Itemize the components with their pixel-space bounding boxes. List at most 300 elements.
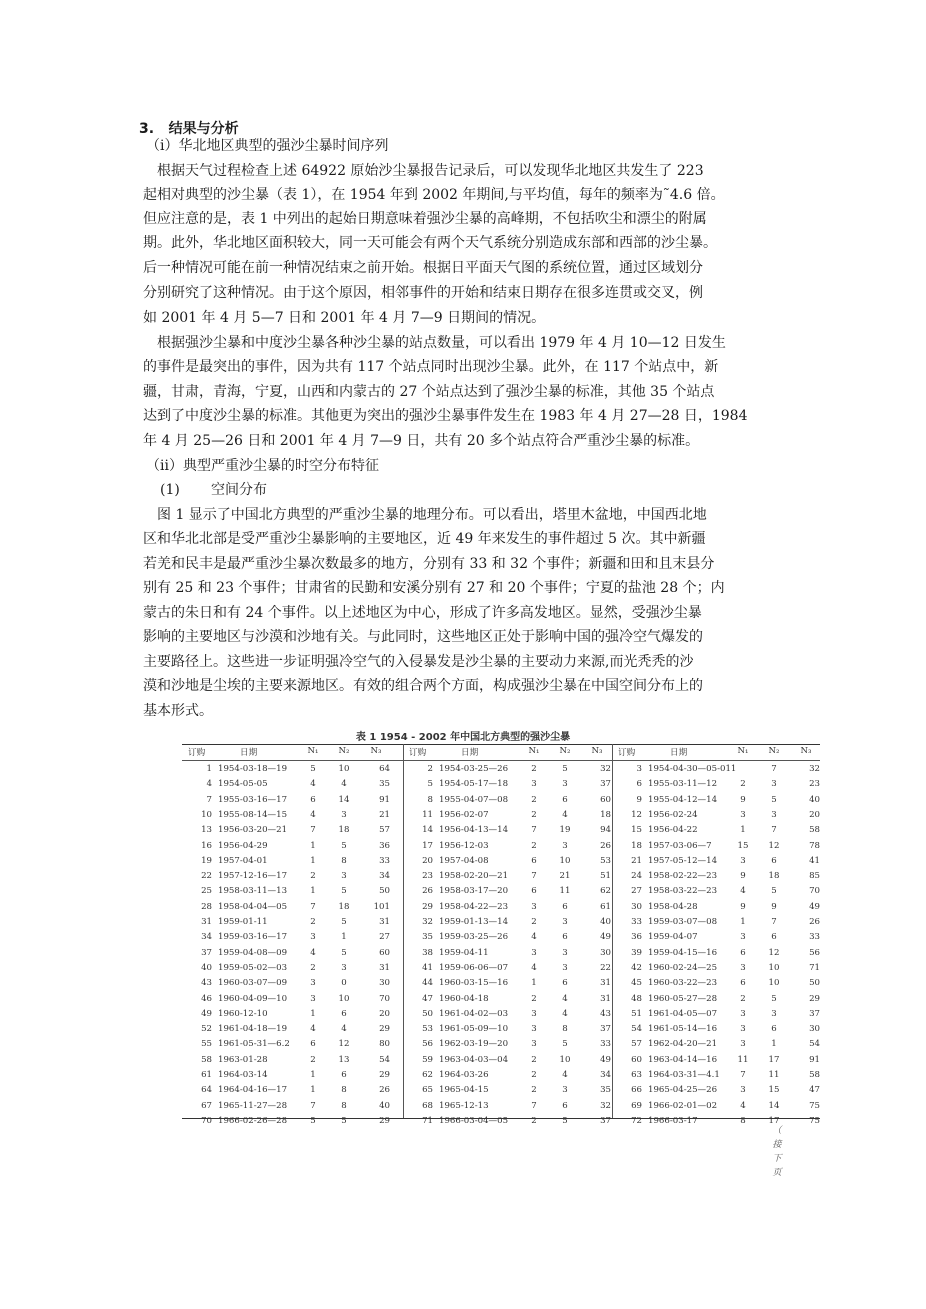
cell-n3: 36 bbox=[379, 840, 390, 851]
cell-date: 1958-03-22—23 bbox=[648, 886, 718, 897]
cell-order: 15 bbox=[631, 825, 642, 836]
header-n3: N₃ bbox=[800, 746, 812, 756]
cell-date: 1955-08-14—15 bbox=[218, 809, 288, 820]
cell-order: 19 bbox=[201, 855, 212, 866]
cell-n1: 5 bbox=[310, 1115, 316, 1126]
table-header-row bbox=[182, 746, 820, 761]
cell-order: 62 bbox=[422, 1070, 433, 1080]
cell-date: 1958-04-28 bbox=[648, 901, 698, 912]
cell-n2: 17 bbox=[768, 1054, 780, 1065]
paragraph-line: 漠和沙地是尘埃的主要来源地区。有效的组合两个方面，构成强沙尘暴在中国空间分布上的 bbox=[143, 678, 703, 694]
cell-order: 6 bbox=[636, 779, 642, 790]
cell-n2: 5 bbox=[562, 1115, 568, 1126]
cell-n1: 6 bbox=[310, 794, 316, 805]
table-row bbox=[182, 902, 820, 917]
table-row bbox=[182, 1055, 820, 1070]
cell-order: 42 bbox=[631, 962, 642, 973]
cell-n1: 3 bbox=[740, 1085, 746, 1096]
cell-n2: 8 bbox=[341, 1085, 347, 1096]
cell-n2: 6 bbox=[771, 932, 777, 943]
cell-date: 1958-02-22—23 bbox=[648, 871, 718, 882]
cell-n3: 33 bbox=[379, 855, 390, 866]
cell-order: 55 bbox=[201, 1039, 212, 1050]
subsection-i-title: （i）华北地区典型的强沙尘暴时间序列 bbox=[146, 138, 389, 154]
cell-date: 1954-03-18—19 bbox=[218, 764, 288, 774]
paragraph-line: 疆，甘肃，青海，宁夏，山西和内蒙古的 27 个站点达到了强沙尘暴的标准，其他 35 个站点 bbox=[143, 384, 715, 400]
cell-n2: 6 bbox=[771, 855, 777, 866]
cell-n3: 40 bbox=[379, 1100, 390, 1111]
cell-n3: 51 bbox=[600, 871, 611, 882]
cell-order: 53 bbox=[422, 1024, 433, 1035]
cell-order: 71 bbox=[422, 1115, 433, 1126]
cell-n1: 1 bbox=[740, 917, 746, 927]
paragraph-line: 区和华北北部是受严重沙尘暴影响的主要地区，近 49 年来发生的事件超过 5 次。其中新疆 bbox=[143, 531, 706, 547]
cell-n1: 4 bbox=[740, 886, 746, 897]
cell-n3: 70 bbox=[379, 993, 390, 1004]
cell-n2: 7 bbox=[771, 825, 777, 836]
cell-order: 45 bbox=[631, 978, 642, 989]
cell-n2: 5 bbox=[341, 886, 347, 897]
cell-date: 1960-03-07—09 bbox=[218, 978, 288, 989]
cell-n2: 10 bbox=[559, 855, 571, 866]
cell-n3: 35 bbox=[379, 779, 390, 790]
cell-n2: 3 bbox=[562, 840, 568, 851]
cell-n2: 17 bbox=[768, 1115, 780, 1126]
cell-order: 17 bbox=[422, 840, 433, 851]
cell-n2: 11 bbox=[768, 1070, 780, 1080]
paragraph-line: 但应注意的是，表 1 中列出的起始日期意味着强沙尘暴的高峰期，不包括吹尘和漂尘的附属 bbox=[143, 211, 707, 227]
header-n1: N₁ bbox=[737, 746, 749, 756]
cell-n3: 29 bbox=[809, 993, 820, 1004]
cell-n1: 7 bbox=[531, 871, 537, 882]
cell-n1: 15 bbox=[737, 840, 749, 851]
cell-n2: 3 bbox=[771, 1008, 777, 1019]
cell-order: 63 bbox=[631, 1070, 642, 1080]
cell-date: 1961-04-02—03 bbox=[439, 1008, 509, 1019]
cell-order: 54 bbox=[631, 1024, 642, 1035]
cell-n1: 9 bbox=[740, 794, 746, 805]
cell-date: 1964-04-16—17 bbox=[218, 1085, 288, 1096]
cell-n2: 3 bbox=[562, 779, 568, 790]
cell-n1: 6 bbox=[531, 886, 537, 897]
cell-n3: 30 bbox=[809, 1024, 820, 1035]
cell-n2: 3 bbox=[562, 947, 568, 958]
cell-n3: 78 bbox=[809, 840, 820, 851]
cell-order: 34 bbox=[201, 932, 212, 943]
cell-n2: 11 bbox=[559, 886, 571, 897]
table-row bbox=[182, 932, 820, 947]
cell-n1: 3 bbox=[310, 993, 316, 1004]
cell-date: 1956-04-29 bbox=[218, 840, 268, 851]
cell-n1: 1 bbox=[310, 1070, 316, 1080]
cell-order: 35 bbox=[422, 932, 433, 943]
cell-n2: 10 bbox=[559, 1054, 571, 1065]
table-row bbox=[182, 795, 820, 810]
cell-n1: 6 bbox=[740, 978, 746, 989]
cell-date: 1964-03-26 bbox=[439, 1070, 489, 1080]
cell-date: 1960-04-18 bbox=[439, 993, 489, 1004]
paragraph-line: 别有 25 和 23 个事件；甘肃省的民勤和安溪分别有 27 和 20 个事件；宁夏的盐池 28 个；内 bbox=[143, 580, 725, 596]
cell-n2: 3 bbox=[562, 1085, 568, 1096]
cell-n2: 3 bbox=[341, 809, 347, 820]
cell-order: 67 bbox=[201, 1100, 212, 1111]
cell-n2: 4 bbox=[562, 1008, 568, 1019]
cell-n3: 61 bbox=[600, 901, 611, 912]
cell-n1: 3 bbox=[531, 1008, 537, 1019]
table-row bbox=[182, 779, 820, 794]
cell-n2: 10 bbox=[768, 962, 780, 973]
cell-date: 1957-04-01 bbox=[218, 855, 268, 866]
cell-date: 1960-03-22—23 bbox=[648, 978, 718, 989]
cell-n2: 3 bbox=[771, 779, 777, 790]
cell-n2: 5 bbox=[562, 764, 568, 774]
cell-n1: 1 bbox=[310, 1085, 316, 1096]
cell-n1: 6 bbox=[310, 1039, 316, 1050]
cell-n2: 1 bbox=[771, 1039, 777, 1050]
cell-n1: 1 bbox=[310, 840, 316, 851]
table-row bbox=[182, 978, 820, 993]
cell-n1: 7 bbox=[531, 1100, 537, 1111]
cell-date: 1959-03-07—08 bbox=[648, 917, 718, 927]
paragraph-line: 后一种情况可能在前一种情况结束之前开始。根据日平面天气图的系统位置，通过区域划分 bbox=[143, 260, 703, 276]
paragraph-line: 蒙古的朱日和有 24 个事件。以上述地区为中心，形成了许多高发地区。显然，受强沙尘暴 bbox=[143, 605, 702, 621]
cell-n1: 3 bbox=[531, 1039, 537, 1050]
table-row bbox=[182, 948, 820, 963]
cell-n3: 41 bbox=[809, 855, 820, 866]
cell-n2: 6 bbox=[562, 901, 568, 912]
cell-n1: 9 bbox=[740, 871, 746, 882]
cell-order: 72 bbox=[631, 1115, 642, 1126]
cell-n2: 21 bbox=[559, 871, 571, 882]
cell-order: 39 bbox=[631, 947, 642, 958]
cell-n1: 3 bbox=[310, 978, 316, 989]
cell-order: 64 bbox=[201, 1085, 212, 1096]
cell-date: 1959-03-25—26 bbox=[439, 932, 509, 943]
cell-n1: 4 bbox=[531, 962, 537, 973]
paragraph-line: 如 2001 年 4 月 5—7 日和 2001 年 4 月 7—9 日期间的情况。 bbox=[143, 310, 546, 326]
cell-n2: 8 bbox=[341, 855, 347, 866]
cell-n1: 2 bbox=[310, 917, 316, 927]
cell-date: 1959-04-15—16 bbox=[648, 947, 718, 958]
cell-order: 3 bbox=[636, 764, 642, 774]
cell-n1: 1 bbox=[310, 1008, 316, 1019]
paragraph-line: 期。此外，华北地区面积较大，同一天可能会有两个天气系统分别造成东部和西部的沙尘暴。 bbox=[143, 235, 717, 251]
cell-order: 29 bbox=[422, 901, 433, 912]
cell-order: 4 bbox=[206, 779, 212, 790]
cell-date: 1960-12-10 bbox=[218, 1008, 268, 1019]
cell-order: 27 bbox=[631, 886, 642, 897]
cell-n2: 5 bbox=[341, 947, 347, 958]
header-order: 订购 bbox=[188, 748, 206, 758]
cell-n1: 4 bbox=[310, 947, 316, 958]
cell-n1: 3 bbox=[310, 932, 316, 943]
cell-n3: 53 bbox=[600, 855, 611, 866]
cell-n3: 50 bbox=[809, 978, 820, 989]
cell-date: 1965-11-27—28 bbox=[218, 1100, 288, 1111]
cell-order: 24 bbox=[631, 871, 642, 882]
table-row bbox=[182, 825, 820, 840]
cell-n3: 30 bbox=[379, 978, 390, 989]
cell-n3: 40 bbox=[809, 794, 820, 805]
cell-order: 41 bbox=[422, 962, 433, 973]
cell-n3: 49 bbox=[600, 932, 611, 943]
cell-n3: 26 bbox=[809, 917, 820, 927]
cell-order: 32 bbox=[422, 917, 433, 927]
cell-date: 1961-05-14—16 bbox=[648, 1024, 718, 1035]
cell-n1: 8 bbox=[740, 1115, 746, 1126]
cell-n3: 20 bbox=[809, 809, 820, 820]
cell-n1: 3 bbox=[531, 901, 537, 912]
cell-order: 40 bbox=[201, 962, 212, 973]
cell-n1: 3 bbox=[740, 932, 746, 943]
cell-n1: 2 bbox=[531, 794, 537, 805]
cell-date: 1964-03-31—4.1 bbox=[648, 1070, 720, 1080]
cell-date: 1954-04-30—05-011 bbox=[648, 764, 737, 774]
cell-n1: 3 bbox=[740, 1024, 746, 1035]
cell-n2: 10 bbox=[768, 978, 780, 989]
cell-n3: 21 bbox=[379, 809, 390, 820]
header-order: 订购 bbox=[409, 748, 427, 758]
cell-n2: 7 bbox=[771, 917, 777, 927]
cell-date: 1957-04-08 bbox=[439, 855, 489, 866]
cell-order: 57 bbox=[631, 1039, 642, 1050]
cell-order: 8 bbox=[427, 794, 433, 805]
cell-date: 1959-04-07 bbox=[648, 932, 698, 943]
cell-n2: 5 bbox=[341, 840, 347, 851]
cell-n1: 2 bbox=[531, 764, 537, 774]
cell-n3: 80 bbox=[379, 1039, 390, 1050]
cell-date: 1956-04-13—14 bbox=[439, 825, 509, 836]
cell-n3: 57 bbox=[379, 825, 390, 836]
cell-order: 26 bbox=[422, 886, 433, 897]
table-row bbox=[182, 1070, 820, 1085]
cell-date: 1965-12-13 bbox=[439, 1100, 489, 1111]
cell-order: 69 bbox=[631, 1100, 642, 1111]
cell-n3: 37 bbox=[809, 1008, 820, 1019]
table-row bbox=[182, 1024, 820, 1039]
cell-n3: 20 bbox=[379, 1008, 390, 1019]
paragraph-line: 根据强沙尘暴和中度沙尘暴各种沙尘暴的站点数量，可以看出 1979 年 4 月 10—12 日发生 bbox=[157, 335, 726, 351]
table-row bbox=[182, 810, 820, 825]
cell-date: 1958-02-20—21 bbox=[439, 871, 509, 882]
cell-n3: 32 bbox=[809, 764, 820, 774]
cell-date: 1955-04-12—14 bbox=[648, 794, 718, 805]
cell-order: 22 bbox=[201, 871, 212, 882]
cell-n2: 7 bbox=[771, 764, 777, 774]
cell-n3: 29 bbox=[379, 1024, 390, 1035]
cell-n1: 4 bbox=[740, 1100, 746, 1111]
cell-date: 1959-04-08—09 bbox=[218, 947, 288, 958]
cell-date: 1960-02-24—25 bbox=[648, 962, 718, 973]
cell-n1: 3 bbox=[740, 962, 746, 973]
cell-order: 10 bbox=[201, 809, 212, 820]
header-n1: N₁ bbox=[307, 746, 319, 756]
cell-n3: 32 bbox=[600, 1100, 611, 1111]
continued-note-char: 下 bbox=[772, 1154, 782, 1164]
table-row bbox=[182, 994, 820, 1009]
table-row bbox=[182, 856, 820, 871]
cell-n1: 2 bbox=[531, 1054, 537, 1065]
cell-order: 56 bbox=[422, 1039, 433, 1050]
cell-date: 1966-02-26—28 bbox=[218, 1115, 288, 1126]
cell-n2: 12 bbox=[768, 947, 780, 958]
header-n3: N₃ bbox=[370, 746, 382, 756]
cell-n2: 5 bbox=[771, 794, 777, 805]
cell-order: 51 bbox=[631, 1008, 642, 1019]
cell-n2: 18 bbox=[768, 871, 780, 882]
paragraph-line: 图 1 显示了中国北方典型的严重沙尘暴的地理分布。可以看出，塔里木盆地，中国西北地 bbox=[157, 507, 707, 523]
cell-n3: 37 bbox=[600, 779, 611, 790]
cell-n3: 49 bbox=[600, 1054, 611, 1065]
table-row bbox=[182, 917, 820, 932]
cell-order: 33 bbox=[631, 917, 642, 927]
paragraph-line: 影响的主要地区与沙漠和沙地有关。与此同时，这些地区正处于影响中国的强冷空气爆发的 bbox=[143, 629, 703, 645]
cell-n2: 12 bbox=[338, 1039, 350, 1050]
cell-date: 1964-03-14 bbox=[218, 1070, 268, 1080]
cell-n3: 35 bbox=[600, 1085, 611, 1096]
cell-n1: 2 bbox=[531, 917, 537, 927]
cell-n1: 2 bbox=[310, 1054, 316, 1065]
cell-n1: 7 bbox=[740, 1070, 746, 1080]
cell-date: 1954-05-05 bbox=[218, 779, 268, 790]
cell-n3: 56 bbox=[809, 947, 820, 958]
cell-n3: 29 bbox=[379, 1070, 390, 1080]
cell-date: 1956-12-03 bbox=[439, 840, 489, 851]
cell-n1: 2 bbox=[531, 1070, 537, 1080]
cell-order: 1 bbox=[206, 764, 212, 774]
cell-n2: 3 bbox=[562, 917, 568, 927]
cell-date: 1965-04-25—26 bbox=[648, 1085, 718, 1096]
cell-n1: 7 bbox=[531, 825, 537, 836]
cell-n1: 7 bbox=[310, 901, 316, 912]
header-date: 日期 bbox=[670, 748, 688, 758]
cell-n3: 64 bbox=[379, 764, 390, 774]
cell-n3: 27 bbox=[379, 932, 390, 943]
cell-order: 70 bbox=[201, 1115, 212, 1126]
sub-subsection-1-title: (1) 空间分布 bbox=[160, 482, 267, 498]
table-row bbox=[182, 1039, 820, 1054]
cell-order: 58 bbox=[201, 1054, 212, 1065]
paragraph-line: 分别研究了这种情况。由于这个原因，相邻事件的开始和结束日期存在很多连贯或交叉，例 bbox=[143, 285, 703, 301]
header-n3: N₃ bbox=[591, 746, 603, 756]
cell-n3: 22 bbox=[600, 962, 611, 973]
cell-n1: 4 bbox=[310, 809, 316, 820]
cell-n2: 18 bbox=[338, 825, 350, 836]
cell-n1: 2 bbox=[531, 1115, 537, 1126]
table-row bbox=[182, 841, 820, 856]
table-caption: 表 1 1954 - 2002 年中国北方典型的强沙尘暴 bbox=[355, 732, 571, 743]
cell-n1: 6 bbox=[740, 947, 746, 958]
continued-note-char: 接 bbox=[772, 1140, 782, 1150]
cell-date: 1958-03-11—13 bbox=[218, 886, 288, 897]
cell-n2: 15 bbox=[768, 1085, 780, 1096]
cell-order: 46 bbox=[201, 993, 212, 1004]
cell-n3: 91 bbox=[809, 1054, 820, 1065]
cell-n3: 33 bbox=[809, 932, 820, 943]
cell-n2: 4 bbox=[341, 779, 347, 790]
cell-n3: 58 bbox=[809, 1070, 820, 1080]
header-n2: N₂ bbox=[338, 746, 350, 756]
cell-date: 1963-01-28 bbox=[218, 1054, 268, 1065]
cell-n1: 1 bbox=[740, 825, 746, 836]
cell-n2: 1 bbox=[341, 932, 347, 943]
cell-n2: 4 bbox=[562, 993, 568, 1004]
cell-date: 1957-03-06—7 bbox=[648, 840, 712, 851]
cell-n2: 4 bbox=[562, 809, 568, 820]
cell-n2: 19 bbox=[559, 825, 571, 836]
cell-n3: 32 bbox=[600, 764, 611, 774]
cell-order: 50 bbox=[422, 1008, 433, 1019]
table-row bbox=[182, 1116, 820, 1131]
cell-order: 25 bbox=[201, 886, 212, 897]
cell-n1: 1 bbox=[310, 855, 316, 866]
cell-n2: 8 bbox=[562, 1024, 568, 1035]
cell-date: 1956-02-07 bbox=[439, 809, 489, 820]
cell-n3: 60 bbox=[600, 794, 611, 805]
cell-n3: 58 bbox=[809, 825, 820, 836]
cell-date: 1961-05-09—10 bbox=[439, 1024, 509, 1035]
cell-n2: 0 bbox=[341, 978, 347, 989]
cell-n3: 33 bbox=[600, 1039, 611, 1050]
cell-n1: 7 bbox=[310, 1100, 316, 1111]
cell-order: 68 bbox=[422, 1100, 433, 1111]
paragraph-line: 根据天气过程检查上述 64922 原始沙尘暴报告记录后，可以发现华北地区共发生了 223 bbox=[157, 163, 704, 179]
cell-n2: 5 bbox=[771, 993, 777, 1004]
cell-date: 1962-04-20—21 bbox=[648, 1039, 718, 1050]
cell-order: 2 bbox=[427, 764, 433, 774]
cell-order: 18 bbox=[631, 840, 642, 851]
cell-n3: 23 bbox=[809, 779, 820, 790]
paragraph-line: 达到了中度沙尘暴的标准。其他更为突出的强沙尘暴事件发生在 1983 年 4 月 27—28 日，1984 bbox=[143, 408, 748, 424]
cell-n3: 75 bbox=[809, 1115, 820, 1126]
cell-n3: 43 bbox=[600, 1008, 611, 1019]
cell-n2: 5 bbox=[341, 917, 347, 927]
cell-n1: 4 bbox=[310, 779, 316, 790]
cell-date: 1959-01-11 bbox=[218, 917, 268, 927]
paragraph-line: 起相对典型的沙尘暴（表 1），在 1954 年到 2002 年期间,与平均值，每年的频率为˜4.6 倍。 bbox=[143, 187, 725, 203]
cell-order: 30 bbox=[631, 901, 642, 912]
cell-order: 12 bbox=[631, 809, 642, 820]
header-n2: N₂ bbox=[768, 746, 780, 756]
cell-n1: 1 bbox=[531, 978, 537, 989]
cell-date: 1956-03-20—21 bbox=[218, 825, 288, 836]
cell-n1: 2 bbox=[531, 809, 537, 820]
cell-date: 1960-05-27—28 bbox=[648, 993, 718, 1004]
cell-n2: 4 bbox=[562, 1070, 568, 1080]
cell-n3: 29 bbox=[379, 1115, 390, 1126]
cell-date: 1962-03-19—20 bbox=[439, 1039, 509, 1050]
cell-order: 43 bbox=[201, 978, 212, 989]
cell-date: 1966-02-01—02 bbox=[648, 1100, 718, 1111]
cell-n3: 31 bbox=[379, 962, 390, 973]
cell-date: 1957-05-12—14 bbox=[648, 855, 718, 866]
cell-n3: 60 bbox=[379, 947, 390, 958]
cell-n2: 6 bbox=[562, 1100, 568, 1111]
cell-n2: 13 bbox=[338, 1054, 350, 1065]
cell-order: 36 bbox=[631, 932, 642, 943]
cell-n1: 1 bbox=[310, 886, 316, 897]
cell-n3: 34 bbox=[600, 1070, 611, 1080]
cell-n1: 2 bbox=[531, 840, 537, 851]
cell-date: 1959-05-02—03 bbox=[218, 962, 288, 973]
cell-order: 23 bbox=[422, 871, 433, 882]
cell-date: 1954-05-17—18 bbox=[439, 779, 509, 790]
section-heading: 3. 结果与分析 bbox=[139, 121, 239, 137]
table-row bbox=[182, 871, 820, 886]
cell-n2: 5 bbox=[341, 1115, 347, 1126]
continued-note-char: （ bbox=[772, 1126, 782, 1136]
cell-date: 1958-03-17—20 bbox=[439, 886, 509, 897]
